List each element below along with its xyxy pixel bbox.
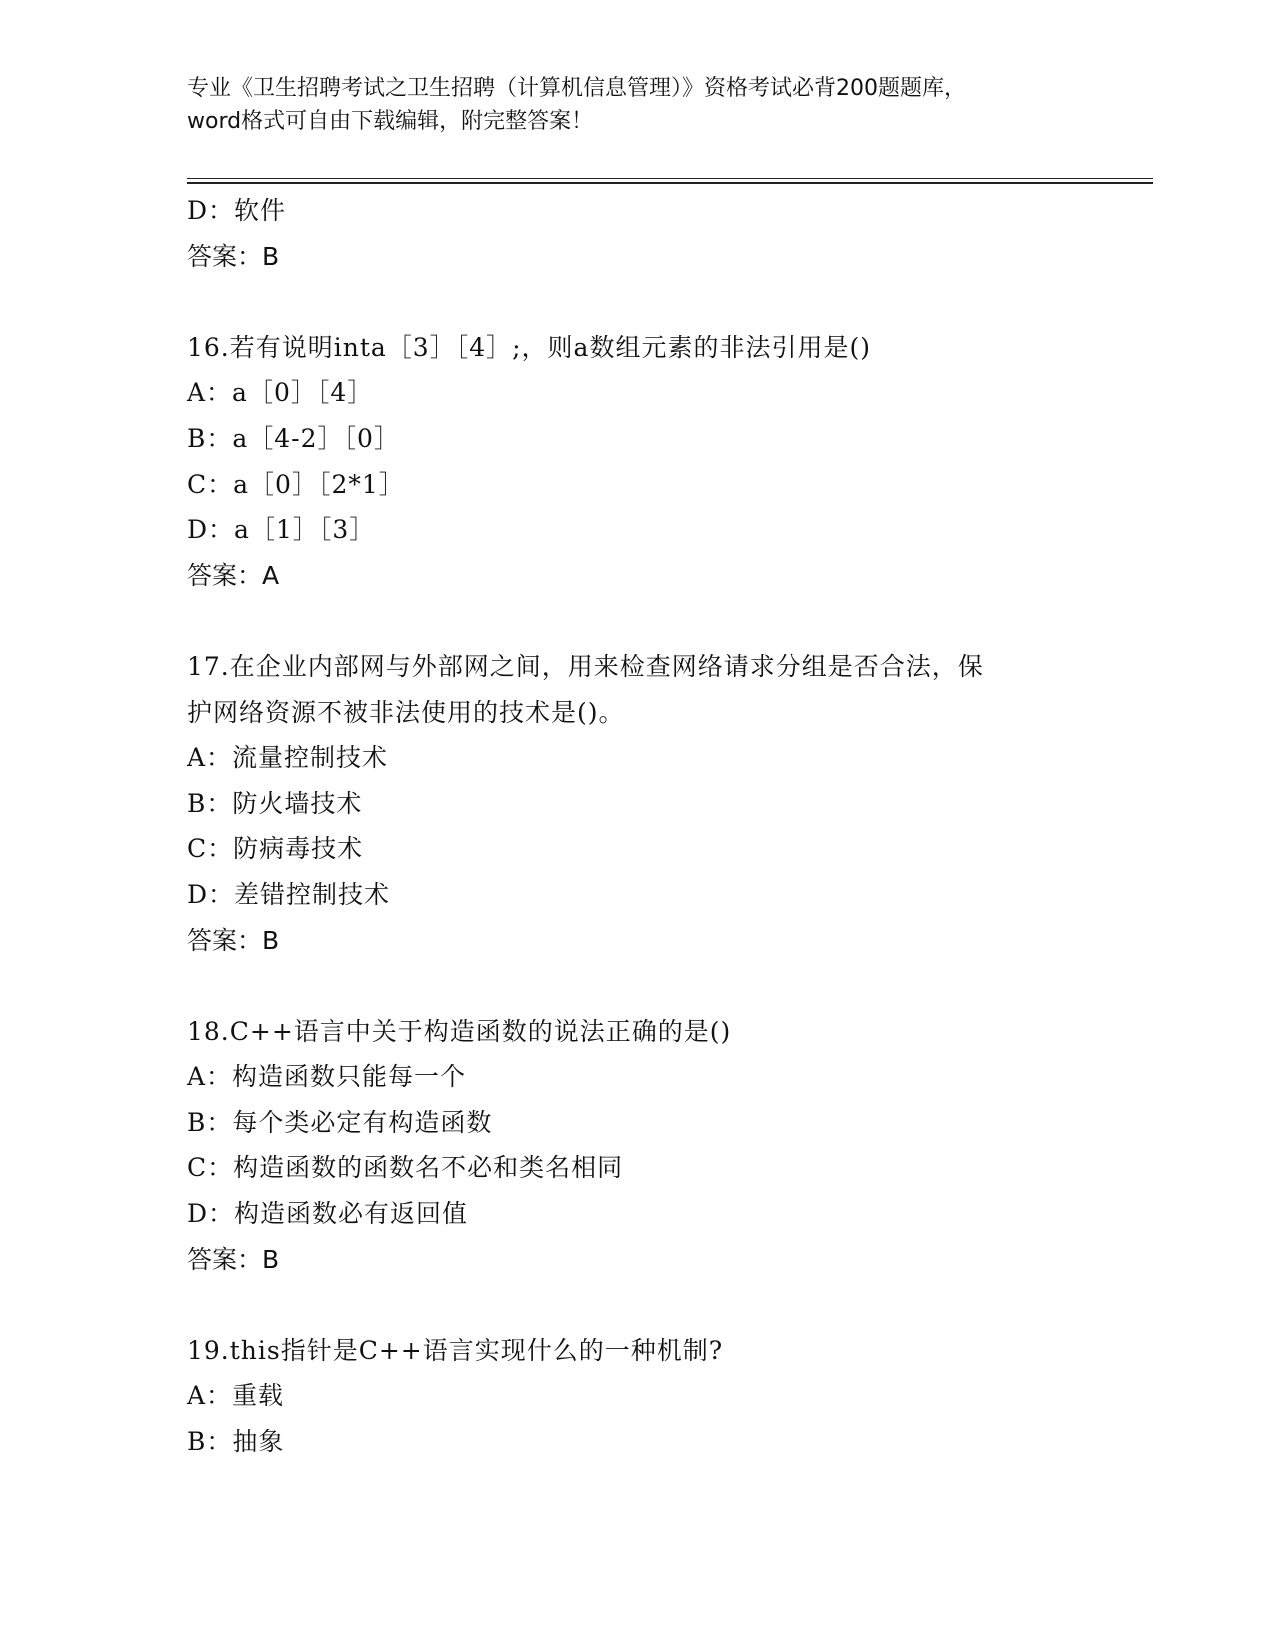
spacer bbox=[187, 598, 1147, 644]
option-d: D：构造函数必有返回值 bbox=[187, 1199, 469, 1229]
option-c: C：防病毒技术 bbox=[187, 834, 364, 864]
question-19 bbox=[187, 1328, 1147, 1465]
option-a: A：重载 bbox=[187, 1381, 285, 1411]
header-rule-thin bbox=[187, 178, 1153, 179]
spacer bbox=[187, 279, 1147, 325]
answer: 答案：B bbox=[187, 925, 280, 955]
option-c: C：构造函数的函数名不必和类名相同 bbox=[187, 1153, 624, 1183]
question-stem-line-2: 护网络资源不被非法使用的技术是()。 bbox=[187, 697, 625, 727]
header-line-2: word格式可自由下载编辑，附完整答案！ bbox=[187, 109, 594, 134]
question-stem: 18.C++语言中关于构造函数的说法正确的是() bbox=[187, 1016, 732, 1046]
option-a: A：流量控制技术 bbox=[187, 743, 389, 773]
question-stem: 16.若有说明inta［3］［4］;，则a数组元素的非法引用是() bbox=[187, 332, 871, 362]
spacer bbox=[187, 963, 1147, 1009]
answer: 答案：A bbox=[187, 560, 280, 590]
prev-option-d: D：软件 bbox=[187, 196, 287, 225]
option-b: B：防火墙技术 bbox=[187, 788, 363, 818]
option-d: D：差错控制技术 bbox=[187, 879, 391, 909]
question-17 bbox=[187, 644, 1147, 963]
question-list bbox=[187, 188, 1147, 1465]
header-line-1: 专业《卫生招聘考试之卫生招聘（计算机信息管理）》资格考试必背200题题库， bbox=[187, 76, 966, 101]
option-d: D：a［1］［3］ bbox=[187, 515, 376, 545]
option-a: A：构造函数只能每一个 bbox=[187, 1062, 467, 1092]
prev-answer: 答案：B bbox=[187, 241, 280, 271]
option-b: B：a［4-2］［0］ bbox=[187, 423, 400, 453]
header-rule-thick bbox=[187, 182, 1153, 184]
question-16 bbox=[187, 325, 1147, 599]
spacer bbox=[187, 1282, 1147, 1328]
document-header bbox=[187, 72, 1087, 138]
question-stem: 19.this指针是C++语言实现什么的一种机制? bbox=[187, 1335, 724, 1365]
option-a: A：a［0］［4］ bbox=[187, 378, 374, 408]
option-b: B：抽象 bbox=[187, 1427, 285, 1457]
question-stem-line-1: 17.在企业内部网与外部网之间，用来检查网络请求分组是否合法，保 bbox=[187, 651, 984, 681]
option-b: B：每个类必定有构造函数 bbox=[187, 1107, 493, 1137]
answer: 答案：B bbox=[187, 1244, 280, 1274]
option-c: C：a［0］［2*1］ bbox=[187, 469, 405, 499]
question-18 bbox=[187, 1009, 1147, 1283]
